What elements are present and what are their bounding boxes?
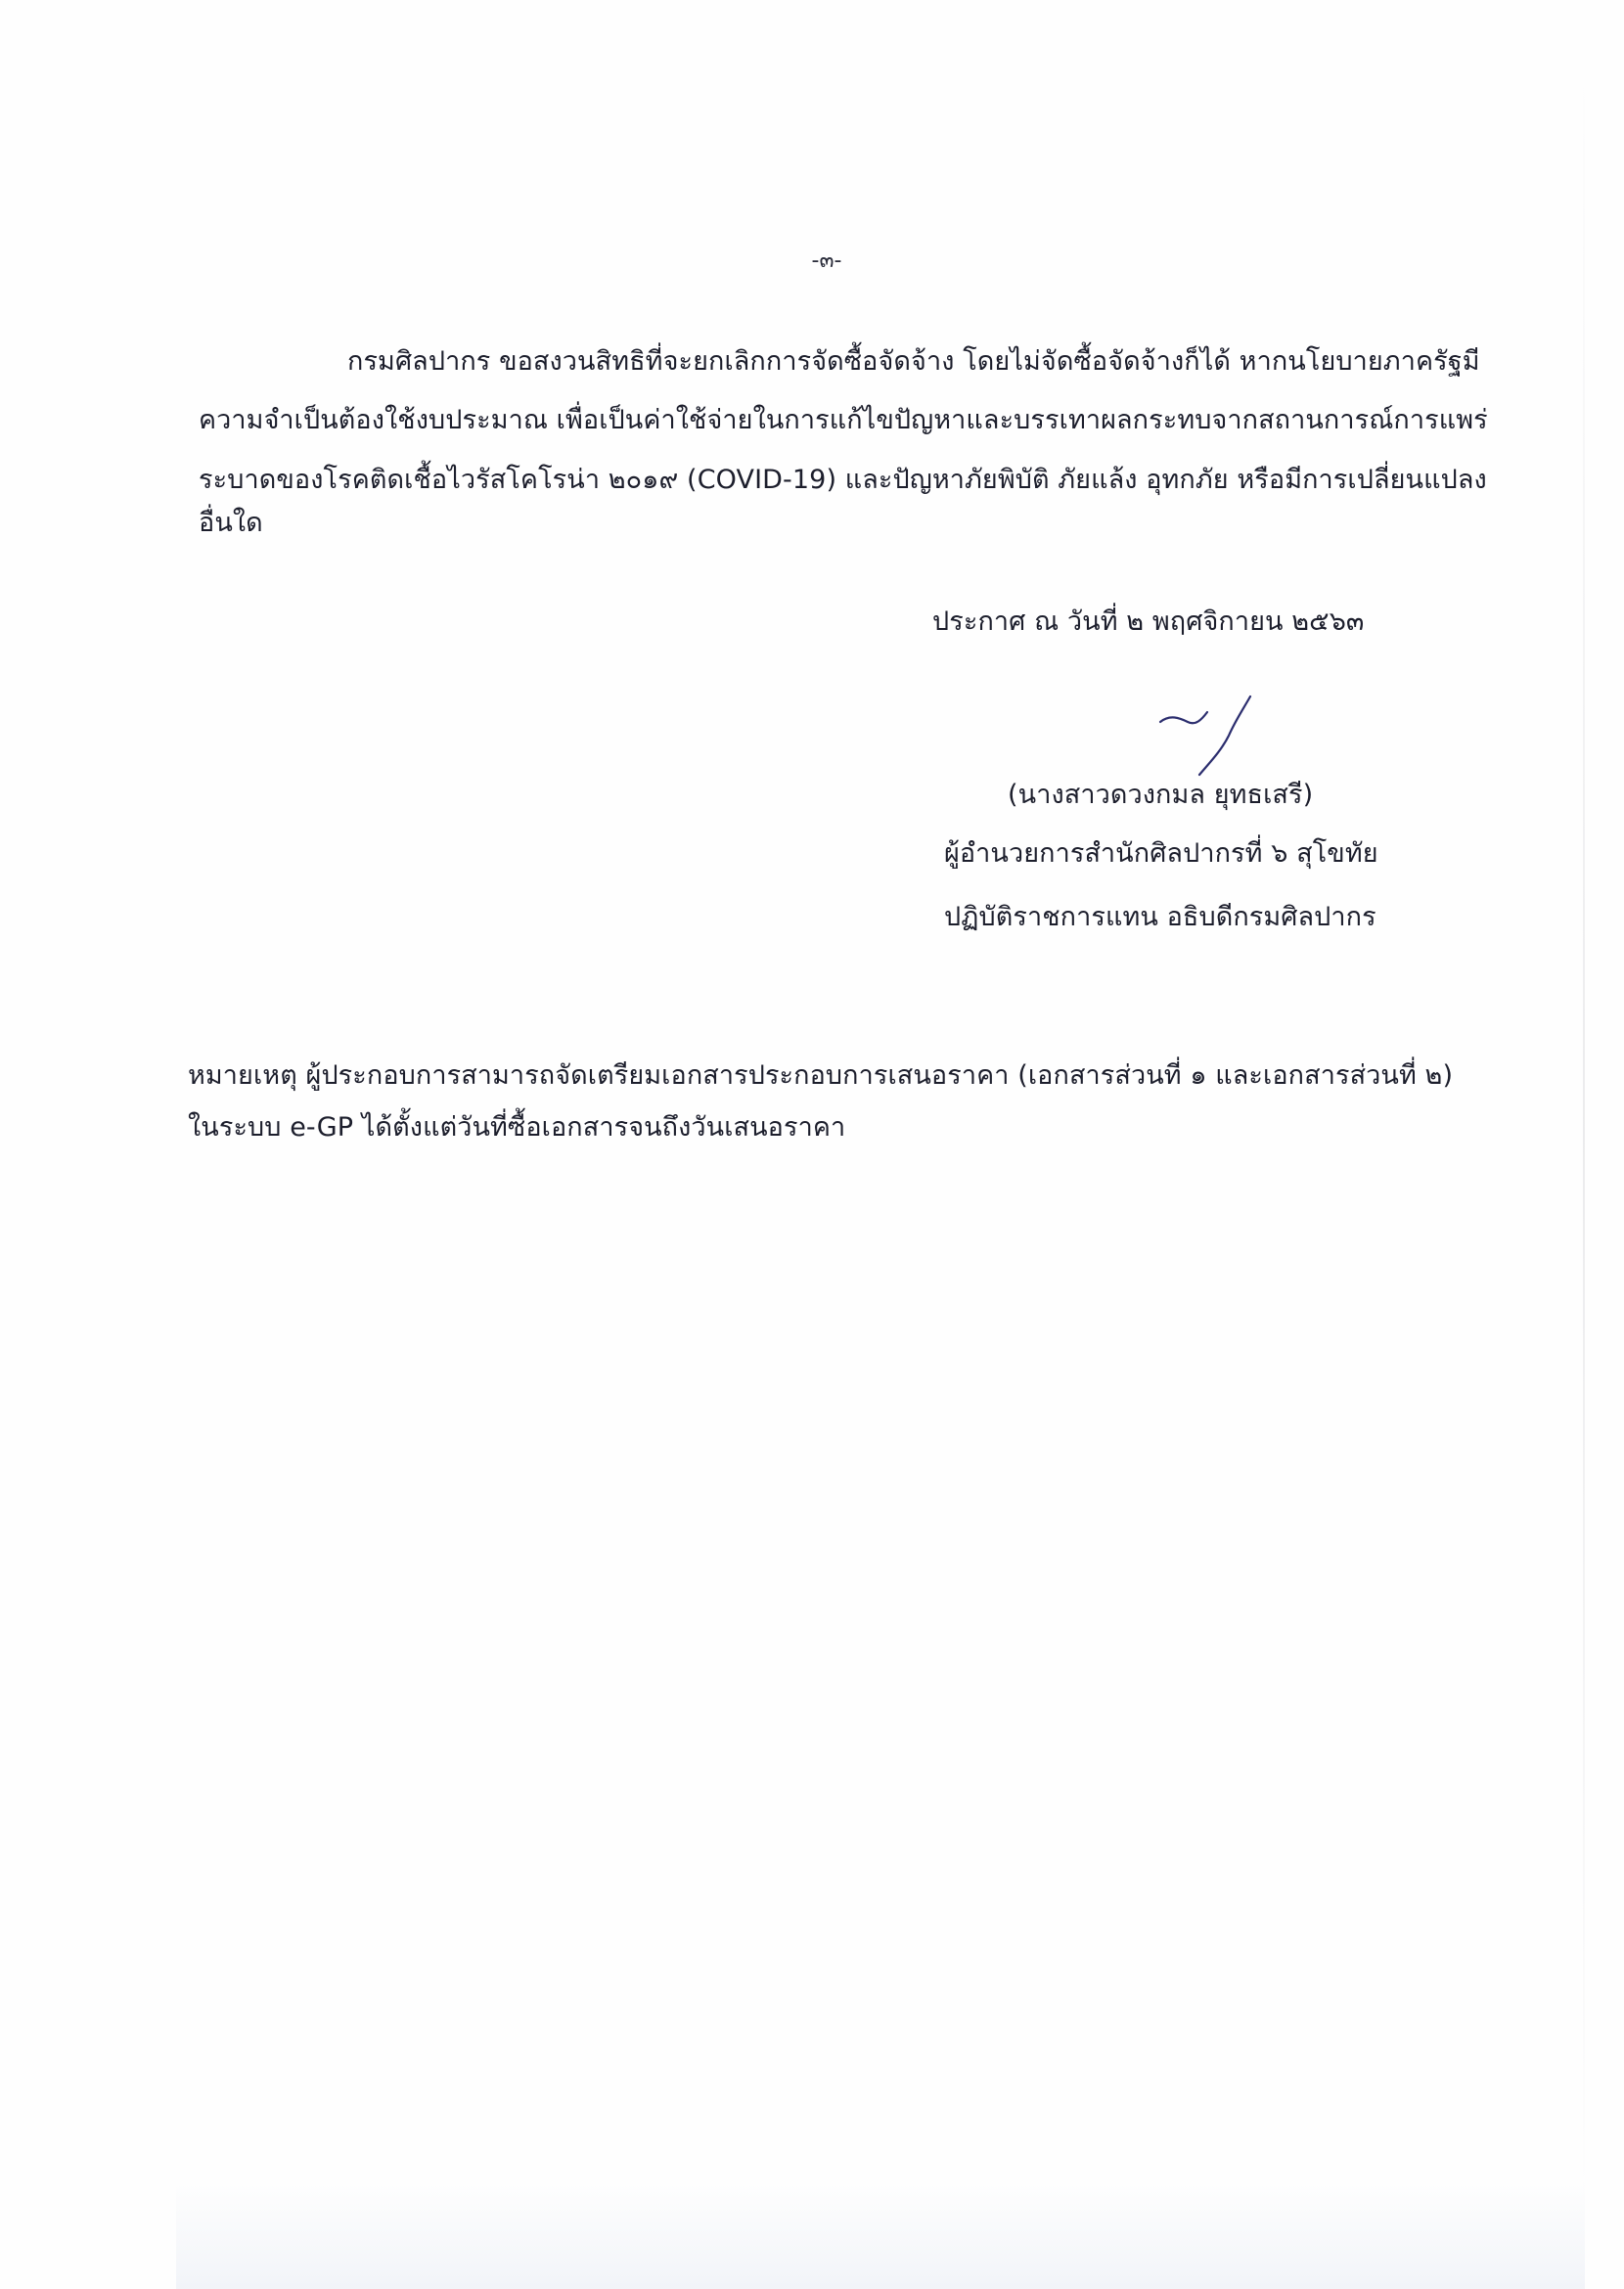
scan-bottom-band (176, 2181, 1585, 2289)
body-line-3: ระบาดของโรคติดเชื้อไวรัสโคโรน่า ๒๐๑๙ (COVID-19) และปัญหาภัยพิบัติ ภัยแล้ง อุทกภัย หรือมีการเปลี่ยนแปลง (199, 465, 1487, 495)
body-line-2: ความจำเป็นต้องใช้งบประมาณ เพื่อเป็นค่าใช้จ่ายในการแก้ไขปัญหาและบรรเทาผลกระทบจากสถานการณ์การแพร่ (199, 405, 1488, 435)
body-line-4: อื่นใด (199, 508, 263, 538)
signatory-position: ผู้อำนวยการสำนักศิลปากรที่ ๖ สุโขทัย (944, 838, 1378, 869)
body-line-1: กรมศิลปากร ขอสงวนสิทธิที่จะยกเลิกการจัดซื้อจัดจ้าง โดยไม่จัดซื้อจัดจ้างก็ได้ หากนโยบายภาครัฐมี (347, 346, 1480, 377)
scan-edge-shadow (1583, 59, 1585, 2211)
signatory-name: (นางสาวดวงกมล ยุทธเสรี) (1008, 780, 1314, 810)
note-line-1: หมายเหตุ ผู้ประกอบการสามารถจัดเตรียมเอกสารประกอบการเสนอราคา (เอกสารส่วนที่ ๑ และเอกสารส่วนที่ ๒) (188, 1060, 1454, 1091)
signatory-acting-for: ปฏิบัติราชการแทน อธิบดีกรมศิลปากร (944, 902, 1376, 932)
page-number: -๓- (811, 248, 842, 273)
handwritten-signature (1152, 693, 1270, 781)
note-line-2: ในระบบ e-GP ได้ตั้งแต่วันที่ซื้อเอกสารจนถึงวันเสนอราคา (188, 1112, 846, 1143)
announcement-date: ประกาศ ณ วันที่ ๒ พฤศจิกายน ๒๕๖๓ (932, 606, 1365, 637)
